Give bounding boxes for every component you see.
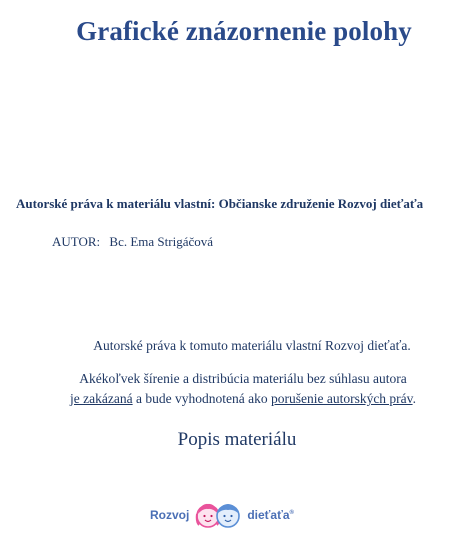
distribution-notice-middle: a bude vyhodnotená ako — [132, 391, 271, 406]
prohibited-phrase: je zakázaná — [70, 391, 133, 406]
logo-word-right-text: dieťaťa — [247, 508, 290, 522]
organization-logo — [150, 498, 294, 532]
logo-word-right — [247, 508, 294, 522]
distribution-notice-line-1: Akékoľvek šírenie a distribúcia materiálu bez súhlasu autora — [79, 371, 407, 386]
distribution-notice-end: . — [412, 391, 416, 406]
logo-word-left: Rozvoj — [150, 508, 190, 522]
two-children-faces-icon — [195, 500, 241, 530]
author-name: Bc. Ema Strigáčová — [109, 234, 214, 249]
copyright-heading: Autorské práva k materiálu vlastní: Občianske združenie Rozvoj dieťaťa — [16, 196, 424, 211]
children-faces-graphic — [195, 500, 241, 530]
author-line — [52, 234, 213, 250]
page-title: Grafické znázornenie polohy — [76, 16, 412, 46]
section-title: Popis materiálu — [177, 429, 297, 450]
author-label: AUTOR: — [52, 234, 101, 249]
registered-mark: ® — [289, 510, 294, 516]
copyright-notice: Autorské práva k tomuto materiálu vlastní Rozvoj dieťaťa. — [93, 338, 411, 353]
distribution-notice — [0, 369, 474, 409]
copyright-violation-phrase: porušenie autorských práv — [270, 391, 413, 406]
